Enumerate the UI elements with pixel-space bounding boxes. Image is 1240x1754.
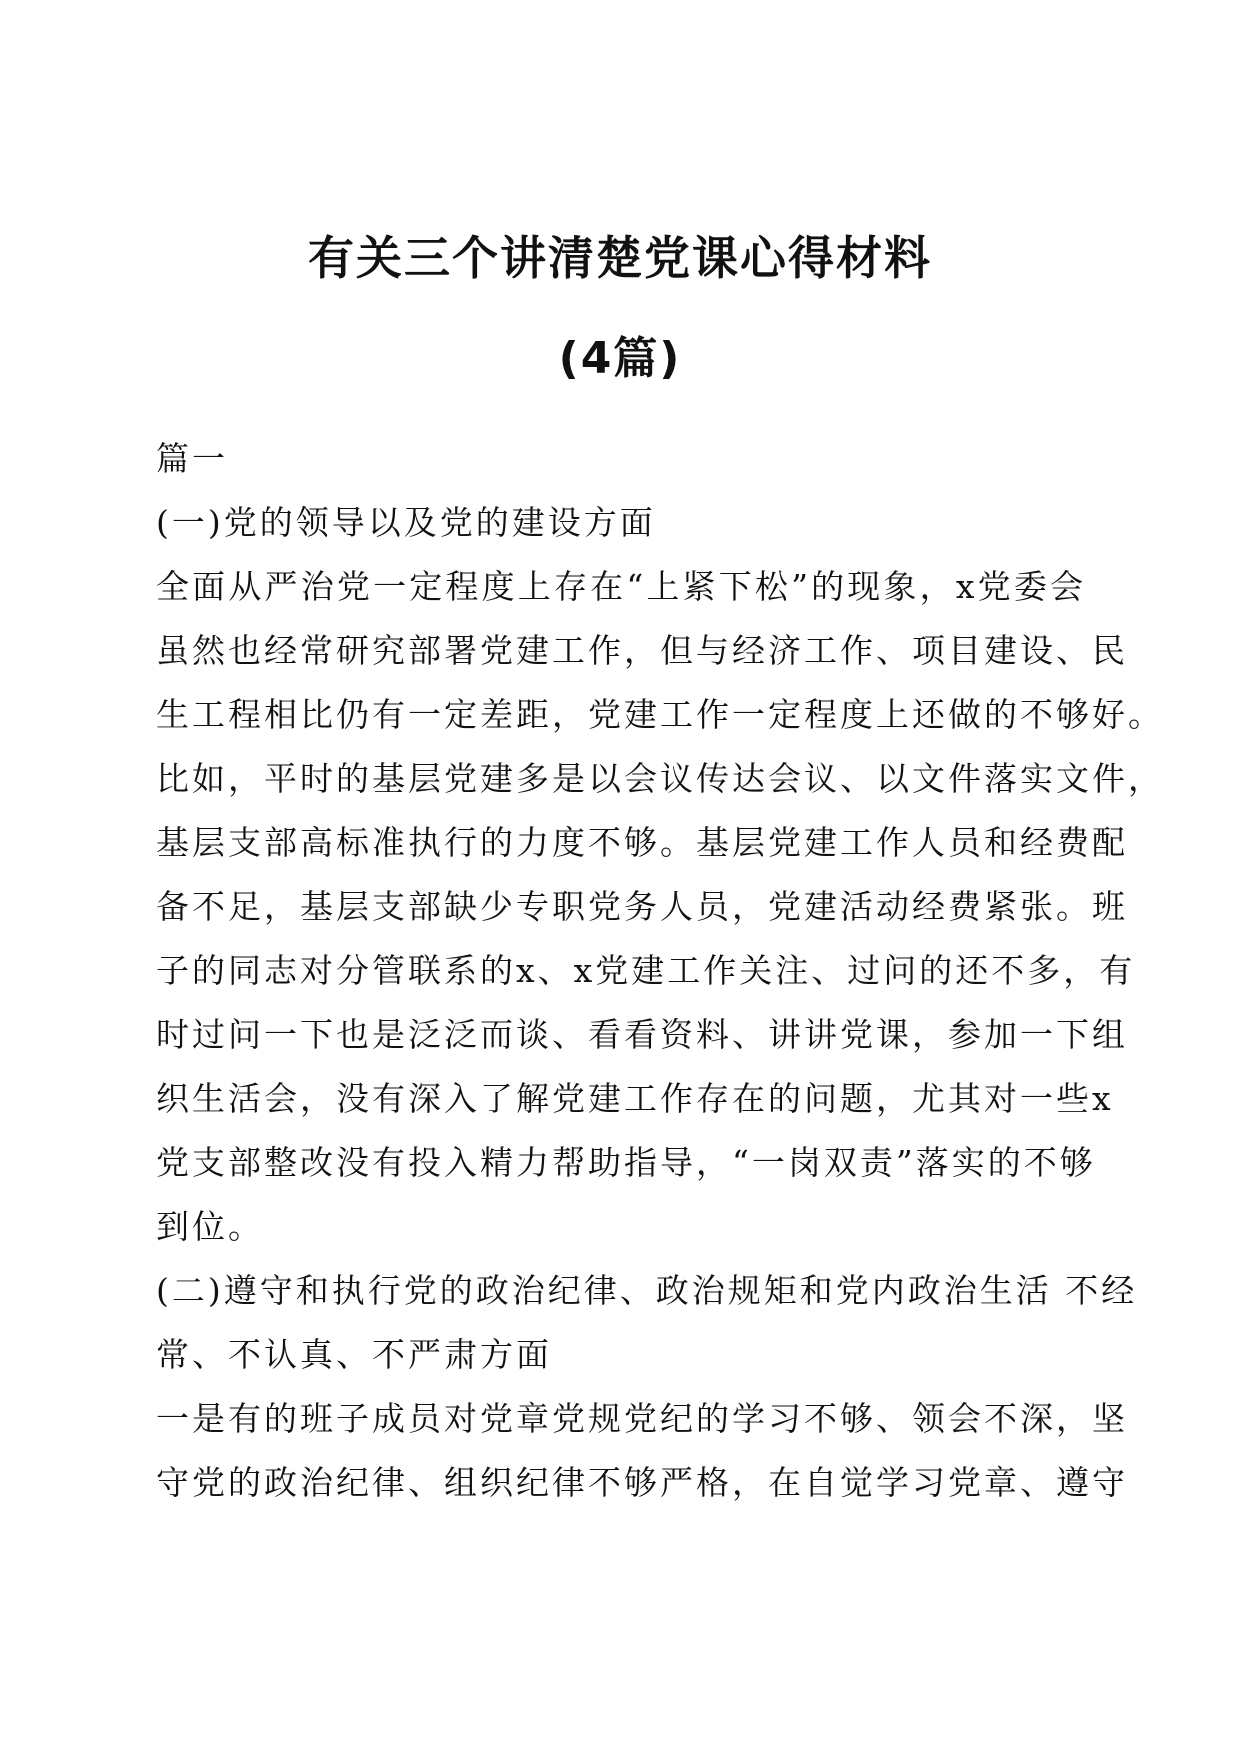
subsection-heading: (二)遵守和执行党的政治纪律、政治规矩和党内政治生活 不经 — [156, 1271, 1138, 1310]
subsection-heading: (一)党的领导以及党的建设方面 — [156, 503, 656, 542]
document-body — [156, 427, 1164, 1515]
subsection-heading: 常、不认真、不严肃方面 — [156, 1335, 552, 1374]
paragraph-line: 一是有的班子成员对党章党规党纪的学习不够、领会不深，坚 — [156, 1399, 1128, 1438]
paragraph-line: 基层支部高标准执行的力度不够。基层党建工作人员和经费配 — [156, 823, 1128, 862]
paragraph-line: 子的同志对分管联系的x、x党建工作关注、过问的还不多，有 — [156, 951, 1136, 990]
paragraph-line: 备不足，基层支部缺少专职党务人员，党建活动经费紧张。班 — [156, 887, 1128, 926]
paragraph-line: 党支部整改没有投入精力帮助指导，“一岗双责”落实的不够 — [156, 1143, 1096, 1182]
paragraph-line: 比如，平时的基层党建多是以会议传达会议、以文件落实文件， — [156, 759, 1164, 798]
paragraph-line: 织生活会，没有深入了解党建工作存在的问题，尤其对一些x — [156, 1079, 1114, 1118]
paragraph-line: 虽然也经常研究部署党建工作，但与经济工作、项目建设、民 — [156, 631, 1128, 670]
paragraph-line: 到位。 — [156, 1207, 264, 1246]
paragraph-line: 全面从严治党一定程度上存在“上紧下松”的现象，x党委会 — [156, 567, 1086, 606]
paragraph-line: 守党的政治纪律、组织纪律不够严格，在自觉学习党章、遵守 — [156, 1463, 1128, 1502]
paragraph-line: 时过问一下也是泛泛而谈、看看资料、讲讲党课，参加一下组 — [156, 1015, 1128, 1054]
paragraph-line: 生工程相比仍有一定差距，党建工作一定程度上还做的不够好。 — [156, 695, 1164, 734]
document-title: 有关三个讲清楚党课心得材料 — [308, 231, 932, 285]
document-subtitle: (4篇) — [558, 333, 682, 384]
section-heading: 篇一 — [156, 439, 228, 478]
